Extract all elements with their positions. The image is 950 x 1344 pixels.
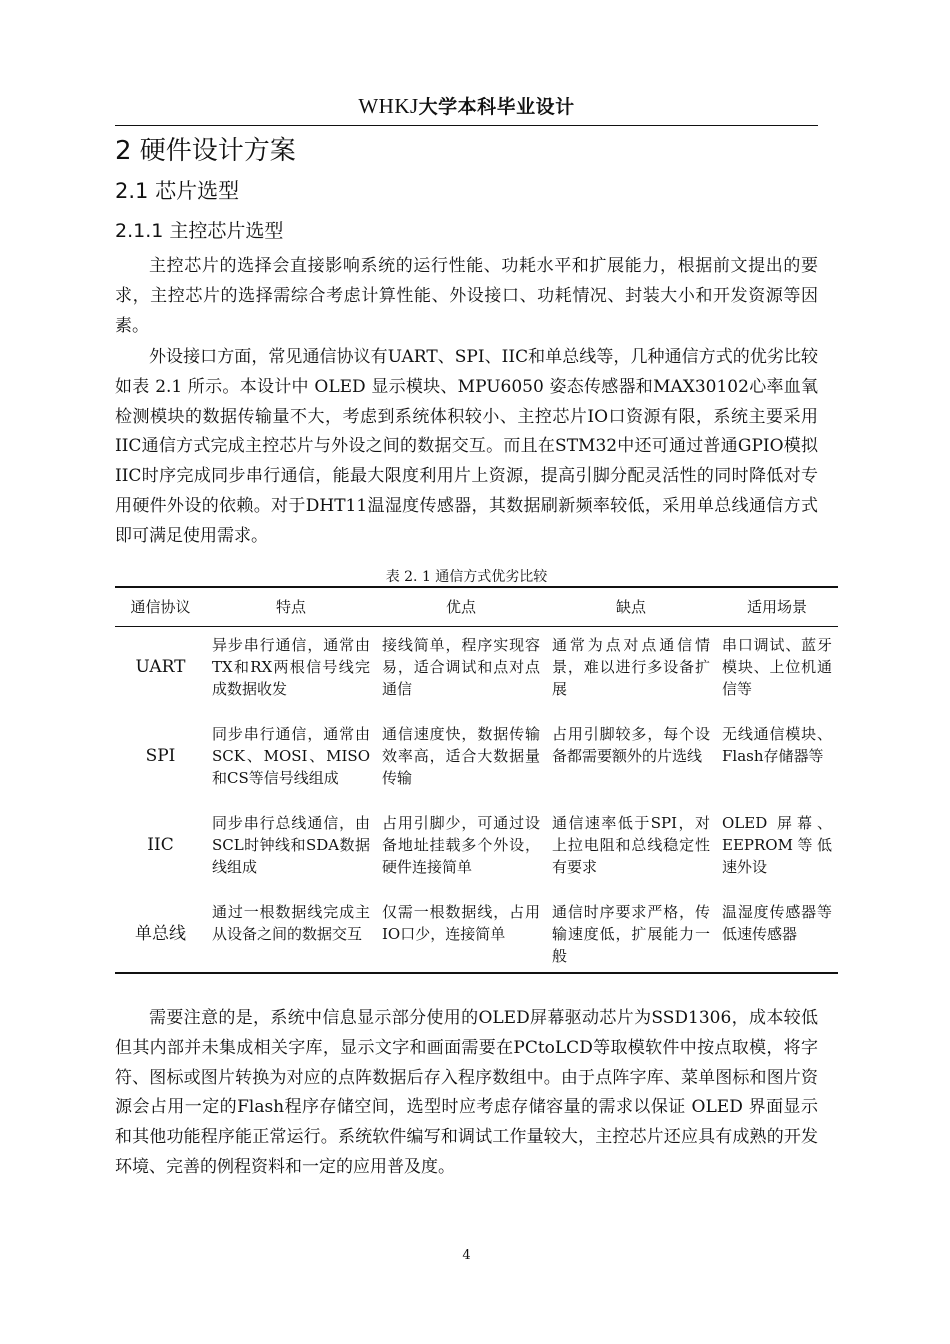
table-cell: 同步串行总线通信，由SCL时钟线和SDA数据线组成 (212, 814, 370, 876)
table-row (115, 805, 838, 894)
table-cell: 无线通信模块、Flash存储器等 (722, 725, 832, 765)
table-cell: 通信速度快，数据传输效率高，适合大数据量传输 (382, 725, 540, 787)
header-cjk-text: 大学本科毕业设计 (418, 96, 575, 118)
comparison-table (115, 586, 838, 974)
page-number: 4 (462, 1248, 471, 1263)
table-cell: 异步串行通信，通常由TX和RX两根信号线完成数据收发 (212, 636, 370, 698)
subsection-heading: 2.1.1 主控芯片选型 (115, 220, 284, 242)
paragraph-3: 需要注意的是，系统中信息显示部分使用的OLED屏幕驱动芯片为SSD1306，成本较低但其内部并未集成相关字库，显示文字和画面需要在PCtoLCD等取模软件中按点取模，将字符、图标或图片转换为对应的点阵数据后存入程序数组中。由于点阵字库、菜单图标和图片资源会占用一定的Flash程序存储空间，选型时应考虑存储容量的需求以保证 OLED 界面显示和其他功能程序能正常运行。系统软件编写和调试工作量较大，主控芯片还应具有成熟的开发环境、完善的例程资料和一定的应用普及度。 (115, 1008, 818, 1177)
header-latin-text: WHKJ (358, 94, 419, 118)
table-cell: 占用引脚少，可通过设备地址挂载多个外设，硬件连接简单 (382, 814, 540, 876)
table-cell: IIC (147, 835, 174, 855)
table-row (115, 627, 838, 717)
column-header: 通信协议 (115, 587, 206, 627)
column-header: 缺点 (546, 587, 716, 627)
section-heading: 2.1 芯片选型 (115, 179, 240, 203)
running-header (115, 92, 818, 119)
column-header: 优点 (376, 587, 546, 627)
column-header: 适用场景 (716, 587, 838, 627)
table-cell: 温湿度传感器等低速传感器 (716, 894, 838, 973)
header-rule (115, 125, 818, 126)
table-cell: 通过一根数据线完成主从设备之间的数据交互 (206, 894, 376, 973)
table-row (115, 716, 838, 805)
table-cell: SPI (145, 746, 176, 766)
chapter-heading: 2 硬件设计方案 (115, 136, 296, 166)
table-cell: 仅需一根数据线，占用IO口少，连接简单 (376, 894, 546, 973)
table-cell: 占用引脚较多，每个设备都需要额外的片选线 (552, 725, 710, 765)
table-cell: UART (135, 657, 186, 677)
table-cell: 通信速率低于SPI，对上拉电阻和总线稳定性有要求 (552, 814, 710, 876)
table-cell: 通信时序要求严格，传输速度低，扩展能力一般 (546, 894, 716, 973)
paragraph-2: 外设接口方面，常见通信协议有UART、SPI、IIC和单总线等，几种通信方式的优劣比较如表 2.1 所示。本设计中 OLED 显示模块、MPU6050 姿态传感器和MAX30102心率血氧检测模块的数据传输量不大，考虑到系统体积较小、主控芯片IO口资源有限，系统主要采用IIC通信方式完成主控芯片与外设之间的数据交互。而且在STM32中还可通过普通GPIO模拟IIC时序完成同步串行通信，能最大限度利用片上资源，提高引脚分配灵活性的同时降低对专用硬件外设的依赖。对于DHT11温湿度传感器，其数据刷新频率较低，采用单总线通信方式即可满足使用需求。 (115, 347, 818, 546)
table-cell: 通常为点对点通信情景，难以进行多设备扩展 (552, 636, 710, 698)
table-cell: 单总线 (115, 894, 206, 973)
table-cell: 同步串行通信，通常由SCK、MOSI、MISO和CS等信号线组成 (212, 725, 370, 787)
paragraph-1: 主控芯片的选择会直接影响系统的运行性能、功耗水平和扩展能力，根据前文提出的要求，主控芯片的选择需综合考虑计算性能、外设接口、功耗情况、封装大小和开发资源等因素。 (115, 256, 818, 336)
table-cell: 接线简单，程序实现容易，适合调试和点对点通信 (382, 636, 540, 698)
table-header-row (115, 587, 838, 627)
table-caption: 表 2. 1 通信方式优劣比较 (385, 569, 548, 585)
table-row (115, 894, 838, 973)
column-header: 特点 (206, 587, 376, 627)
table-cell: 串口调试、蓝牙模块、上位机通信等 (722, 636, 832, 698)
table-cell: OLED 屏幕、EEPROM等低速外设 (722, 814, 832, 876)
